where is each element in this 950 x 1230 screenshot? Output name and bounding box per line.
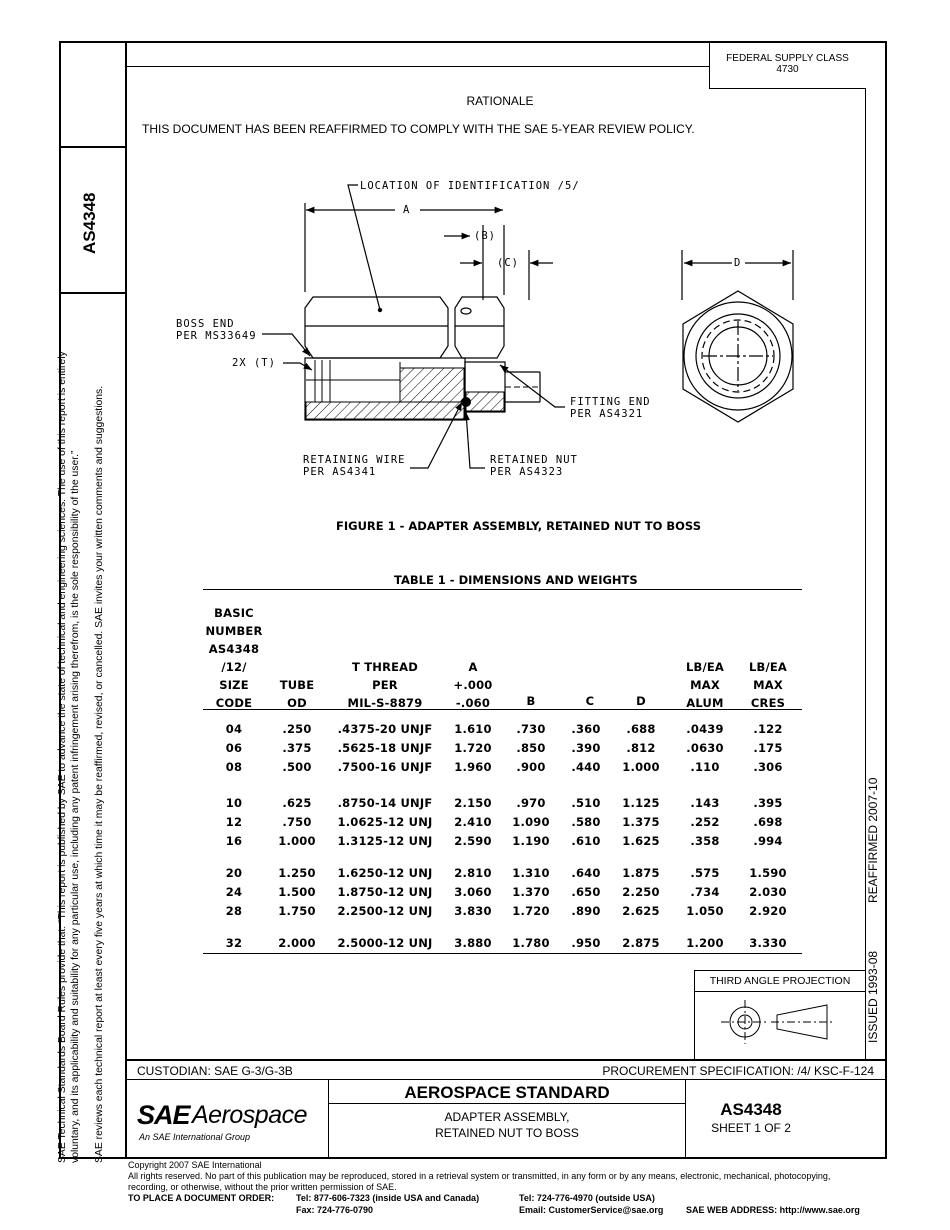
title-block-std-rule <box>328 1103 685 1104</box>
cell-tube-od: .750 <box>282 815 312 829</box>
header-d: D <box>636 694 646 708</box>
side-doc-number: AS4348 <box>80 192 99 254</box>
cell-dim-d: 2.250 <box>622 885 660 899</box>
cell-dim-a: 1.960 <box>454 760 492 774</box>
header-thread-2: PER <box>372 678 398 692</box>
cell-thread: 2.2500-12 UNJ <box>337 904 433 918</box>
cell-weight-alum: .0439 <box>686 722 724 736</box>
cell-thread: .5625-18 UNJF <box>337 741 433 755</box>
cell-dim-d: 1.125 <box>622 796 660 810</box>
cell-tube-od: 1.500 <box>278 885 316 899</box>
header-tube-2: OD <box>287 696 307 710</box>
header-a <box>448 658 498 712</box>
label-location: LOCATION OF IDENTIFICATION /5/ <box>360 180 580 192</box>
cell-size-code: 10 <box>225 796 243 810</box>
cell-dim-b: .970 <box>516 796 546 810</box>
document-title <box>329 1109 685 1141</box>
logo-sae: SAE <box>137 1100 190 1130</box>
title-block-rule <box>125 1079 887 1080</box>
cell-tube-od: .250 <box>282 722 312 736</box>
label-retained-nut <box>490 454 578 478</box>
cell-dim-b: .900 <box>516 760 546 774</box>
header-b: B <box>526 694 536 708</box>
cell-weight-cres: .698 <box>753 815 783 829</box>
label-boss-end <box>176 318 257 342</box>
title-block-top <box>125 1059 887 1061</box>
header-basic <box>205 604 263 712</box>
cell-dim-b: 1.370 <box>512 885 550 899</box>
header-basic-2: NUMBER <box>205 624 263 638</box>
cell-thread: 2.5000-12 UNJ <box>337 936 433 950</box>
cell-dim-a: 2.810 <box>454 866 492 880</box>
header-basic-3: AS4348 <box>208 642 260 656</box>
cell-dim-b: 1.090 <box>512 815 550 829</box>
header-cres <box>743 658 793 712</box>
label-fitting-end-line2: PER AS4321 <box>570 408 644 420</box>
web-address-link[interactable]: SAE WEB ADDRESS: http://www.sae.org <box>686 1205 860 1215</box>
cell-dim-d: .688 <box>626 722 656 736</box>
cell-size-code: 16 <box>225 834 243 848</box>
cell-tube-od: 1.000 <box>278 834 316 848</box>
projection-label: THIRD ANGLE PROJECTION <box>709 975 851 987</box>
sheet-number: SHEET 1 OF 2 <box>711 1121 791 1135</box>
header-alum-3: ALUM <box>686 696 724 710</box>
cell-tube-od: 1.750 <box>278 904 316 918</box>
cell-weight-alum: .734 <box>690 885 720 899</box>
cell-dim-b: .850 <box>516 741 546 755</box>
cell-dim-a: 3.060 <box>454 885 492 899</box>
cell-dim-a: 3.880 <box>454 936 492 950</box>
cell-thread: .7500-16 UNJF <box>337 760 433 774</box>
label-dim-d: D <box>734 257 742 269</box>
cell-weight-cres: 2.920 <box>749 904 787 918</box>
header-alum <box>680 658 730 712</box>
cell-thread: 1.0625-12 UNJ <box>337 815 433 829</box>
header-basic-1: BASIC <box>214 606 254 620</box>
cell-weight-alum: .0630 <box>686 741 724 755</box>
cell-dim-a: 1.610 <box>454 722 492 736</box>
label-retained-nut-line2: PER AS4323 <box>490 466 564 478</box>
document-number: AS4348 <box>720 1100 782 1119</box>
cell-tube-od: .625 <box>282 796 312 810</box>
copyright: Copyright 2007 SAE International <box>128 1160 262 1170</box>
label-boss-end-line1: BOSS END <box>176 318 235 330</box>
label-fitting-end-line1: FITTING END <box>570 396 651 408</box>
cell-dim-b: .730 <box>516 722 546 736</box>
table-bottom-rule <box>203 953 802 954</box>
cell-dim-a: 2.410 <box>454 815 492 829</box>
cell-weight-cres: 3.330 <box>749 936 787 950</box>
header-a-2: +.000 <box>453 678 493 692</box>
label-fitting-end <box>570 396 651 420</box>
tel-usa: Tel: 877-606-7323 (inside USA and Canada) <box>296 1193 480 1203</box>
cell-weight-alum: .143 <box>690 796 720 810</box>
review-line: SAE reviews each technical report at least every five years at which time it may be reaffirmed, revised, or cancelled. SAE invites your written comments and suggestions. <box>94 385 105 1163</box>
cell-size-code: 32 <box>225 936 243 950</box>
header-cres-2: MAX <box>753 678 783 692</box>
cell-dim-d: 1.000 <box>622 760 660 774</box>
header-c: C <box>585 694 595 708</box>
cell-dim-a: 2.150 <box>454 796 492 810</box>
cell-weight-cres: .395 <box>753 796 783 810</box>
cell-dim-c: .510 <box>571 796 601 810</box>
cell-dim-c: .390 <box>571 741 601 755</box>
label-boss-end-line2: PER MS33649 <box>176 330 257 342</box>
header-a-3: -.060 <box>455 696 491 710</box>
cell-dim-a: 1.720 <box>454 741 492 755</box>
cell-dim-c: .950 <box>571 936 601 950</box>
projection-divider <box>694 991 865 992</box>
supply-class-number: 4730 <box>776 64 799 75</box>
cell-dim-b: 1.190 <box>512 834 550 848</box>
cell-size-code: 20 <box>225 866 243 880</box>
label-retaining-wire <box>303 454 406 478</box>
table-top-rule <box>203 589 802 590</box>
label-retaining-wire-line2: PER AS4341 <box>303 466 377 478</box>
cell-dim-c: .360 <box>571 722 601 736</box>
cell-tube-od: .500 <box>282 760 312 774</box>
rights-line2: recording, or otherwise, without the prior written permission of SAE. <box>128 1182 397 1192</box>
label-dim-a: A <box>403 204 411 216</box>
cell-tube-od: .375 <box>282 741 312 755</box>
cell-dim-c: .610 <box>571 834 601 848</box>
email-link[interactable]: Email: CustomerService@sae.org <box>519 1205 664 1215</box>
header-alum-2: MAX <box>690 678 720 692</box>
header-basic-5: SIZE <box>219 678 249 692</box>
disclaimer-line1: SAE Technical Standards Board Rules provide that: “This report is published by SAE to advance the state of technical and engineering sciences. The use of this report is entirely <box>57 351 68 1163</box>
cell-thread: 1.8750-12 UNJ <box>337 885 433 899</box>
label-retaining-wire-line1: RETAINING WIRE <box>303 454 406 466</box>
projection-symbol <box>695 993 865 1057</box>
cell-weight-alum: 1.200 <box>686 936 724 950</box>
cell-dim-b: 1.310 <box>512 866 550 880</box>
cell-dim-d: 1.625 <box>622 834 660 848</box>
rationale-title: RATIONALE <box>466 94 534 108</box>
label-dim-b: (B) <box>474 230 496 242</box>
document-title-line2: RETAINED NUT TO BOSS <box>435 1126 579 1140</box>
cell-weight-cres: .994 <box>753 834 783 848</box>
header-thread-1: T THREAD <box>351 660 419 674</box>
procurement-spec: PROCUREMENT SPECIFICATION: /4/ KSC-F-124 <box>602 1064 874 1078</box>
cell-dim-d: 1.375 <box>622 815 660 829</box>
label-dim-c: (C) <box>497 257 519 269</box>
header-tube <box>272 676 322 712</box>
issued-date: ISSUED 1993-08 <box>866 950 880 1043</box>
cell-weight-alum: 1.050 <box>686 904 724 918</box>
order-label: TO PLACE A DOCUMENT ORDER: <box>128 1193 275 1203</box>
cell-weight-alum: .252 <box>690 815 720 829</box>
label-thread: 2X (T) <box>232 357 276 369</box>
cell-thread: 1.3125-12 UNJ <box>337 834 433 848</box>
cell-size-code: 04 <box>225 722 243 736</box>
header-tube-1: TUBE <box>279 678 315 692</box>
cell-size-code: 28 <box>225 904 243 918</box>
cell-dim-b: 1.720 <box>512 904 550 918</box>
cell-dim-b: 1.780 <box>512 936 550 950</box>
cell-dim-a: 3.830 <box>454 904 492 918</box>
cell-dim-d: 1.875 <box>622 866 660 880</box>
cell-weight-alum: .110 <box>690 760 720 774</box>
table-title: TABLE 1 - DIMENSIONS AND WEIGHTS <box>394 573 638 587</box>
cell-tube-od: 2.000 <box>278 936 316 950</box>
header-thread-3: MIL-S-8879 <box>347 696 423 710</box>
header-cres-1: LB/EA <box>748 660 788 674</box>
cell-thread: .4375-20 UNJF <box>337 722 433 736</box>
logo-subtitle: An SAE International Group <box>139 1132 251 1142</box>
header-thread <box>335 658 435 712</box>
figure-caption: FIGURE 1 - ADAPTER ASSEMBLY, RETAINED NUT TO BOSS <box>336 519 701 533</box>
adapter-assembly-drawing <box>0 0 950 520</box>
aerospace-standard: AEROSPACE STANDARD <box>404 1083 610 1102</box>
frame-outer-bottom <box>59 1157 887 1159</box>
cell-weight-cres: .122 <box>753 722 783 736</box>
rationale-text: THIS DOCUMENT HAS BEEN REAFFIRMED TO COMPLY WITH THE SAE 5-YEAR REVIEW POLICY. <box>142 122 695 136</box>
cell-dim-c: .580 <box>571 815 601 829</box>
header-cres-3: CRES <box>750 696 786 710</box>
cell-size-code: 24 <box>225 885 243 899</box>
header-basic-4: /12/ <box>221 660 247 674</box>
cell-weight-cres: 2.030 <box>749 885 787 899</box>
cell-thread: 1.6250-12 UNJ <box>337 866 433 880</box>
fax: Fax: 724-776-0790 <box>296 1205 374 1215</box>
reaffirmed-date: REAFFIRMED 2007-10 <box>866 777 880 903</box>
header-a-1: A <box>468 660 478 674</box>
cell-dim-c: .890 <box>571 904 601 918</box>
cell-weight-alum: .575 <box>690 866 720 880</box>
sae-aerospace-logo <box>137 1100 327 1150</box>
cell-weight-cres: .306 <box>753 760 783 774</box>
logo-aerospace: Aerospace <box>192 1101 308 1129</box>
cell-dim-d: .812 <box>626 741 656 755</box>
custodian: CUSTODIAN: SAE G-3/G-3B <box>137 1064 293 1078</box>
supply-class-label: FEDERAL SUPPLY CLASS <box>726 53 849 64</box>
cell-dim-d: 2.875 <box>622 936 660 950</box>
cell-weight-alum: .358 <box>690 834 720 848</box>
cell-size-code: 06 <box>225 741 243 755</box>
cell-dim-c: .650 <box>571 885 601 899</box>
cell-dim-d: 2.625 <box>622 904 660 918</box>
rights-line1: All rights reserved. No part of this publication may be reproduced, stored in a retrieval system or transmitted, in any form or by any means, electronic, mechanical, photocopying, <box>128 1171 831 1181</box>
document-title-line1: ADAPTER ASSEMBLY, <box>444 1110 570 1124</box>
cell-dim-c: .640 <box>571 866 601 880</box>
cell-dim-c: .440 <box>571 760 601 774</box>
tel-outside: Tel: 724-776-4970 (outside USA) <box>519 1193 655 1203</box>
cell-weight-cres: 1.590 <box>749 866 787 880</box>
header-basic-6: CODE <box>215 696 253 710</box>
cell-size-code: 08 <box>225 760 243 774</box>
label-retained-nut-line1: RETAINED NUT <box>490 454 578 466</box>
cell-tube-od: 1.250 <box>278 866 316 880</box>
header-alum-1: LB/EA <box>685 660 725 674</box>
cell-thread: .8750-14 UNJF <box>337 796 433 810</box>
cell-dim-a: 2.590 <box>454 834 492 848</box>
cell-weight-cres: .175 <box>753 741 783 755</box>
disclaimer-line2: voluntary, and its applicability and suitability for any particular use, including any patent infringement arising therefrom, is the sole responsibility of the user.” <box>70 450 81 1163</box>
cell-size-code: 12 <box>225 815 243 829</box>
